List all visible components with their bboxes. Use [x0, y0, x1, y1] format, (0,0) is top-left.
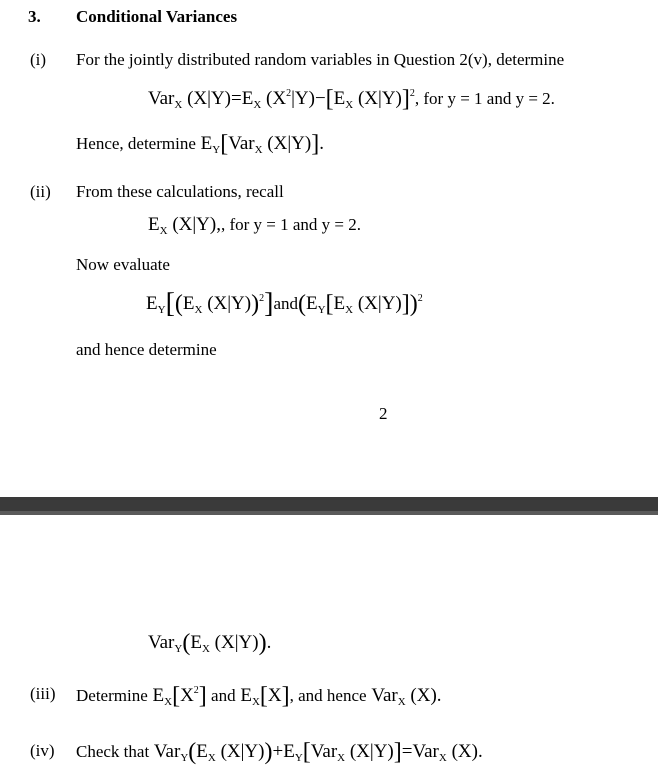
- equation-var-x-given-y: Var$_X$ $(X|Y)=E_X$ $(X^2|Y)-[E_X$ (X|Y)]$^2$, for y = 1 and y = 2.: [148, 86, 555, 112]
- part-ii-and-hence: and hence determine: [76, 340, 217, 359]
- part-iv-text: Check that $Var_Y(E_X$ $(X|Y))+E_Y[Var_X$ (X|Y)]=Var$_X$ (X).: [76, 739, 483, 765]
- part-ii-text: From these calculations, recall: [76, 182, 284, 201]
- part-i-hence: Hence, determine $E_Y[Var_X$ (X|Y)].: [76, 131, 324, 157]
- part-iii-text: Determine $E_X[X^2]$ and $E_X[X]$, and hence Var$_X$ (X).: [76, 683, 442, 709]
- part-i-suffix: , for y = 1 and y = 2.: [414, 89, 555, 108]
- page-break-divider: [0, 497, 658, 515]
- section-number: 3.: [28, 7, 41, 26]
- part-i-text: For the jointly distributed random variables in Question 2(v), determine: [76, 50, 565, 69]
- part-ii-label: (ii): [30, 182, 51, 201]
- equation-evaluate: $E_Y[(E_X$ $(X|Y))^2]and(E_Y[E_X$ (X|Y)])$^2$: [146, 288, 423, 319]
- section-title: Conditional Variances: [76, 7, 238, 26]
- part-iii-label: (iii): [30, 684, 56, 703]
- page-number: 2: [379, 404, 388, 423]
- part-iv-label: (iv): [30, 741, 55, 760]
- part-ii-now: Now evaluate: [76, 255, 170, 274]
- equation-var-y: $Var_Y(E_X$ (X|Y)).: [148, 630, 272, 656]
- part-i-label: (i): [30, 50, 47, 69]
- equation-recall: $E_X$ (X|Y),, for y = 1 and y = 2.: [148, 214, 362, 237]
